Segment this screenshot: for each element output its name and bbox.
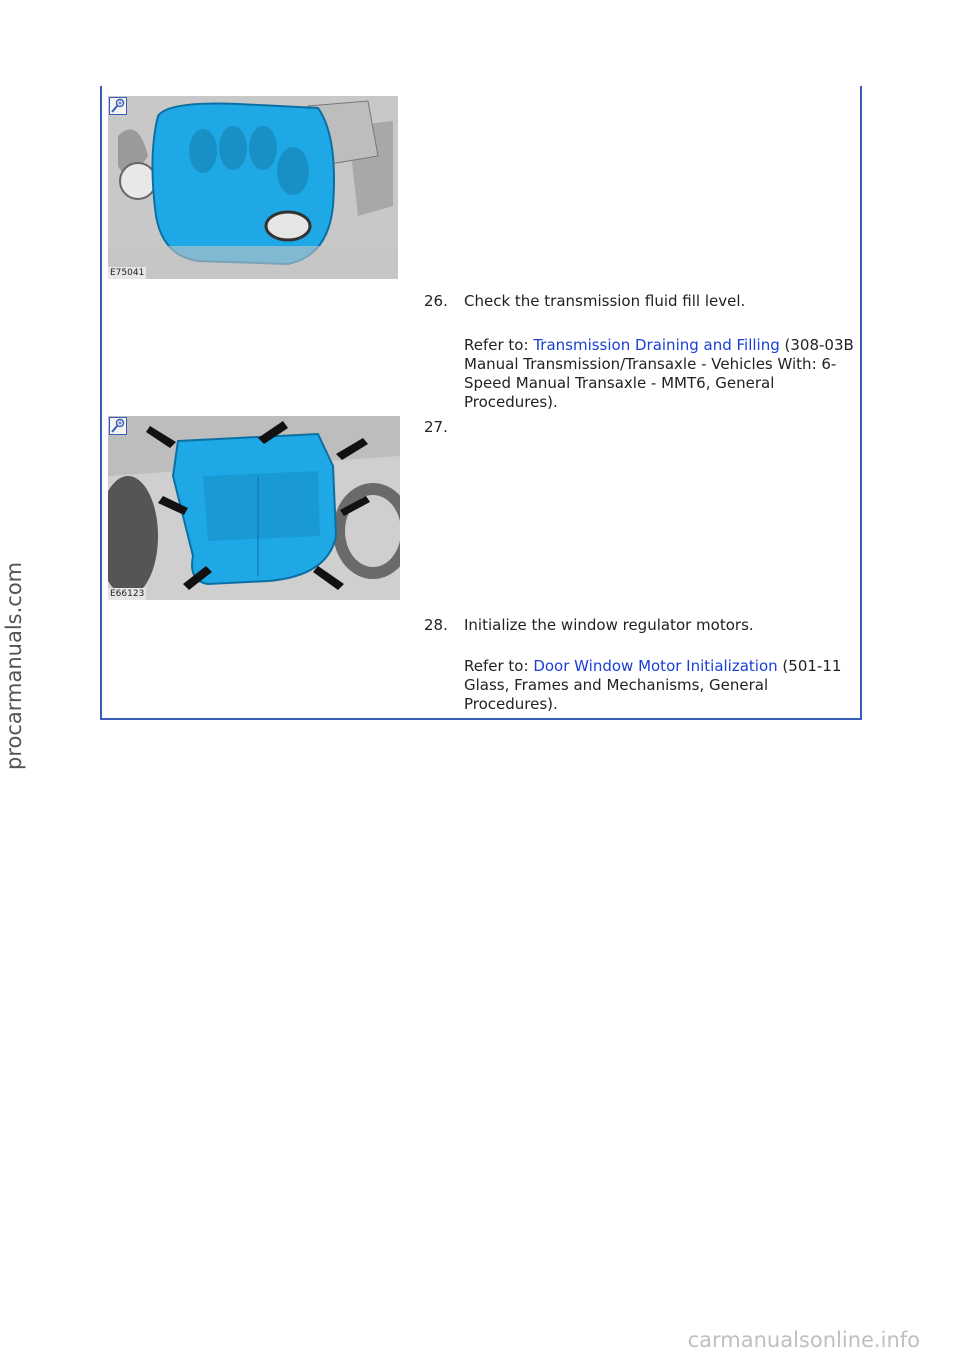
figure-label: E75041 (110, 268, 145, 278)
undertray-illustration (108, 416, 400, 600)
zoom-icon[interactable] (109, 417, 127, 435)
step-reference (464, 657, 854, 714)
side-watermark: procarmanuals.com (2, 561, 26, 770)
zoom-icon[interactable] (109, 97, 127, 115)
step-text: Check the transmission fluid fill level. (464, 292, 746, 310)
step-number: 27. (424, 418, 448, 436)
engine-cover-figure (108, 96, 398, 279)
step-text: Initialize the window regulator motors. (464, 616, 754, 634)
step-reference (464, 336, 854, 412)
transmission-draining-link[interactable]: Transmission Draining and Filling (533, 336, 780, 354)
figure-label: E66123 (110, 589, 145, 599)
refer-prefix: Refer to: (464, 336, 534, 354)
step-number: 26. (424, 292, 448, 310)
engine-cover-illustration (108, 96, 398, 279)
door-window-motor-link[interactable]: Door Window Motor Initialization (533, 657, 778, 675)
footer-watermark: carmanualsonline.info (687, 1328, 920, 1352)
refer-prefix: Refer to: (464, 657, 534, 675)
refer-suffix: (308-03B Manual Transmission/Transaxle - Vehicles With: 6-Speed Manual Transaxle - MMT6, General Procedures). (464, 336, 854, 411)
step-number: 28. (424, 616, 448, 634)
undertray-figure (108, 416, 400, 600)
refer-suffix: (501-11 Glass, Frames and Mechanisms, General Procedures). (464, 657, 842, 713)
